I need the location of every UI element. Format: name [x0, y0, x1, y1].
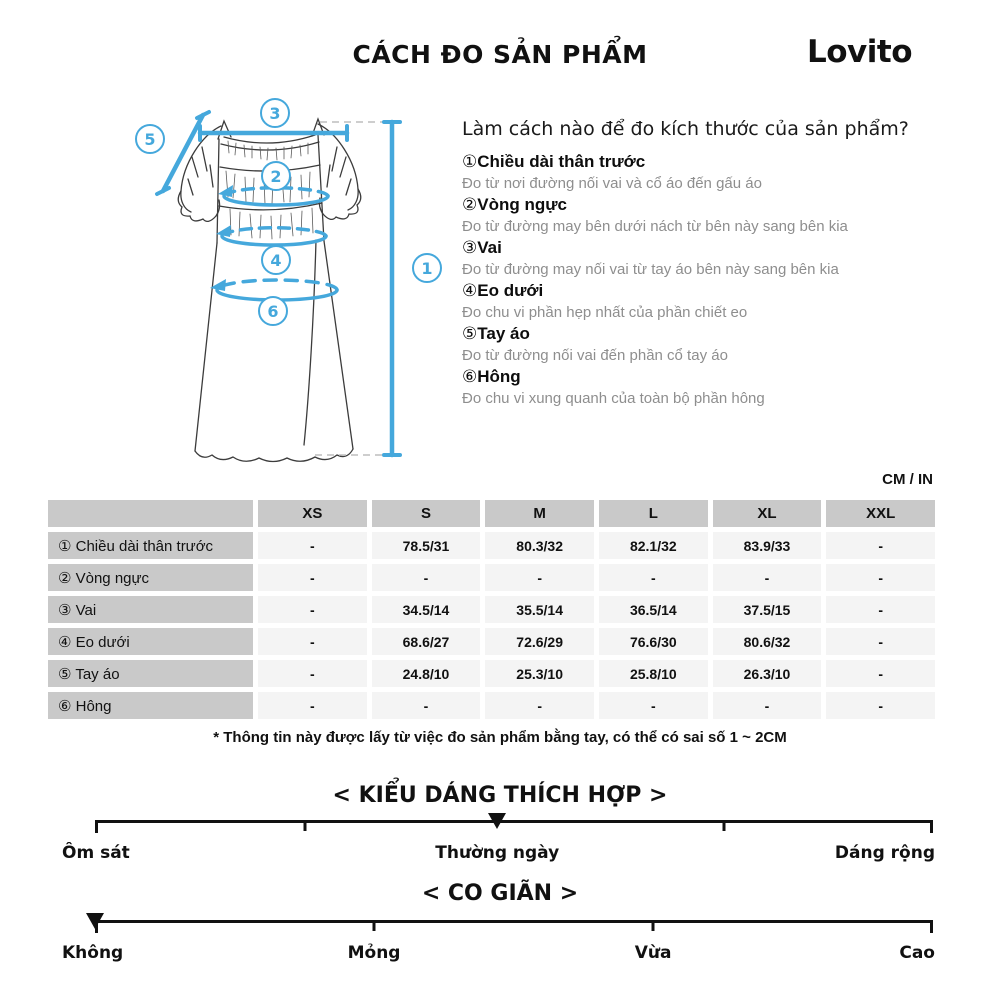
stretch-scale-title: < CO GIÃN > [421, 881, 579, 906]
badge-1: 1 [421, 259, 433, 278]
table-cell: - [258, 628, 367, 655]
item-2-desc: Đo từ đường may bên dưới nách từ bên này sang bên kia [462, 218, 848, 235]
guide-item-1 [462, 151, 942, 194]
table-cell: - [372, 692, 481, 719]
table-cell: - [713, 564, 822, 591]
fit-scale-track [95, 820, 933, 823]
guide-item-2 [462, 194, 942, 237]
stretch-label-high: Cao [899, 943, 935, 963]
col-header-l: L [599, 500, 708, 527]
item-6-desc: Đo chu vi xung quanh của toàn bộ phần hông [462, 390, 765, 407]
stretch-label-medium: Vừa [634, 943, 672, 963]
table-cell: 72.6/29 [485, 628, 594, 655]
table-cell: - [258, 532, 367, 559]
table-cell: 25.3/10 [485, 660, 594, 687]
table-cell: 26.3/10 [713, 660, 822, 687]
leader-dashes [315, 122, 384, 455]
col-header-xs: XS [258, 500, 367, 527]
table-cell: - [826, 596, 935, 623]
item-5-desc: Đo từ đường nối vai đến phần cổ tay áo [462, 347, 728, 364]
table-cell: - [372, 564, 481, 591]
item-3-label: Vai [477, 238, 502, 257]
item-2-num: ② [462, 195, 478, 214]
item-3-num: ③ [462, 238, 478, 257]
item-6-label: Hông [477, 367, 521, 386]
table-cell: - [826, 660, 935, 687]
fit-label-regular: Thường ngày [435, 843, 560, 863]
table-cell: - [826, 628, 935, 655]
table-cell: - [258, 596, 367, 623]
lovito-logo: Lovito [806, 34, 912, 70]
table-cell: - [258, 660, 367, 687]
col-header-xxl: XXL [826, 500, 935, 527]
col-header-xl: XL [713, 500, 822, 527]
measure-guide [462, 118, 942, 409]
size-table [48, 500, 935, 719]
stretch-scale-track [95, 920, 933, 923]
row-label-1: ① Chiều dài thân trước [48, 532, 253, 559]
item-6-num: ⑥ [462, 367, 478, 386]
table-cell: 35.5/14 [485, 596, 594, 623]
table-cell: - [826, 532, 935, 559]
item-3-desc: Đo từ đường may nối vai từ tay áo bên này sang bên kia [462, 261, 839, 278]
table-cell: - [258, 692, 367, 719]
stretch-scale-tick [652, 920, 655, 931]
fit-scale-marker-icon [488, 813, 506, 829]
table-cell: - [485, 692, 594, 719]
row-label-3: ③ Vai [48, 596, 253, 623]
table-cell: 78.5/31 [372, 532, 481, 559]
page-title: CÁCH ĐO SẢN PHẨM [352, 40, 648, 69]
guide-item-4 [462, 280, 942, 323]
item-4-label: Eo dưới [477, 281, 544, 300]
table-cell: 83.9/33 [713, 532, 822, 559]
measurement-note: * Thông tin này được lấy từ việc đo sản phẩm bằng tay, có thể có sai số 1 ~ 2CM [213, 729, 787, 746]
guide-item-3 [462, 237, 942, 280]
unit-label: CM / IN [882, 471, 933, 488]
row-label-5: ⑤ Tay áo [48, 660, 253, 687]
badge-2: 2 [270, 167, 282, 186]
table-cell: 36.5/14 [599, 596, 708, 623]
badge-5: 5 [144, 130, 156, 149]
table-cell: 82.1/32 [599, 532, 708, 559]
badge-6: 6 [267, 302, 279, 321]
item-4-desc: Đo chu vi phần hẹp nhất của phần chiết eo [462, 304, 748, 321]
fit-label-loose: Dáng rộng [834, 843, 935, 863]
table-cell: 34.5/14 [372, 596, 481, 623]
stretch-scale-tick [373, 920, 376, 931]
stretch-scale-labels [62, 943, 935, 965]
item-1-num: ① [462, 152, 478, 171]
row-label-2: ② Vòng ngực [48, 564, 253, 591]
row-label-4: ④ Eo dưới [48, 628, 253, 655]
table-cell: - [826, 692, 935, 719]
table-cell: 25.8/10 [599, 660, 708, 687]
col-header-s: S [372, 500, 481, 527]
table-cell: 76.6/30 [599, 628, 708, 655]
fit-scale-endcap-left [95, 820, 98, 833]
table-cell: - [713, 692, 822, 719]
fit-scale-tick [722, 820, 725, 831]
dress-diagram [120, 95, 460, 475]
stretch-scale-marker-icon [86, 913, 104, 929]
table-cell: - [826, 564, 935, 591]
fit-scale-tick [303, 820, 306, 831]
item-4-num: ④ [462, 281, 478, 300]
fit-scale-endcap-right [930, 820, 933, 833]
badge-4: 4 [270, 251, 282, 270]
item-5-num: ⑤ [462, 324, 478, 343]
item-1-desc: Đo từ nơi đường nối vai và cổ áo đến gấu áo [462, 175, 762, 192]
dress-diagram-svg [120, 95, 460, 475]
guide-item-5 [462, 323, 942, 366]
item-2-label: Vòng ngực [477, 195, 567, 214]
table-cell: - [258, 564, 367, 591]
table-cell: 24.8/10 [372, 660, 481, 687]
table-cell: - [599, 564, 708, 591]
fit-scale-title: < KIỂU DÁNG THÍCH HỢP > [332, 783, 668, 808]
stretch-label-none: Không [62, 943, 124, 963]
fit-scale-labels [62, 843, 935, 865]
table-cell: - [599, 692, 708, 719]
stretch-label-thin: Mỏng [347, 943, 401, 963]
badge-3: 3 [269, 104, 281, 123]
col-header-m: M [485, 500, 594, 527]
table-cell: 80.3/32 [485, 532, 594, 559]
stretch-scale-endcap-right [930, 920, 933, 933]
table-cell: 37.5/15 [713, 596, 822, 623]
table-cell: 68.6/27 [372, 628, 481, 655]
item-1-label: Chiều dài thân trước [477, 152, 646, 171]
table-cell: - [485, 564, 594, 591]
fit-label-tight: Ôm sát [62, 843, 130, 863]
table-cell: 80.6/32 [713, 628, 822, 655]
table-corner-cell [48, 500, 253, 527]
guide-question: Làm cách nào để đo kích thước của sản phẩm? [462, 118, 909, 140]
item-5-label: Tay áo [477, 324, 530, 343]
guide-item-6 [462, 366, 942, 409]
row-label-6: ⑥ Hông [48, 692, 253, 719]
